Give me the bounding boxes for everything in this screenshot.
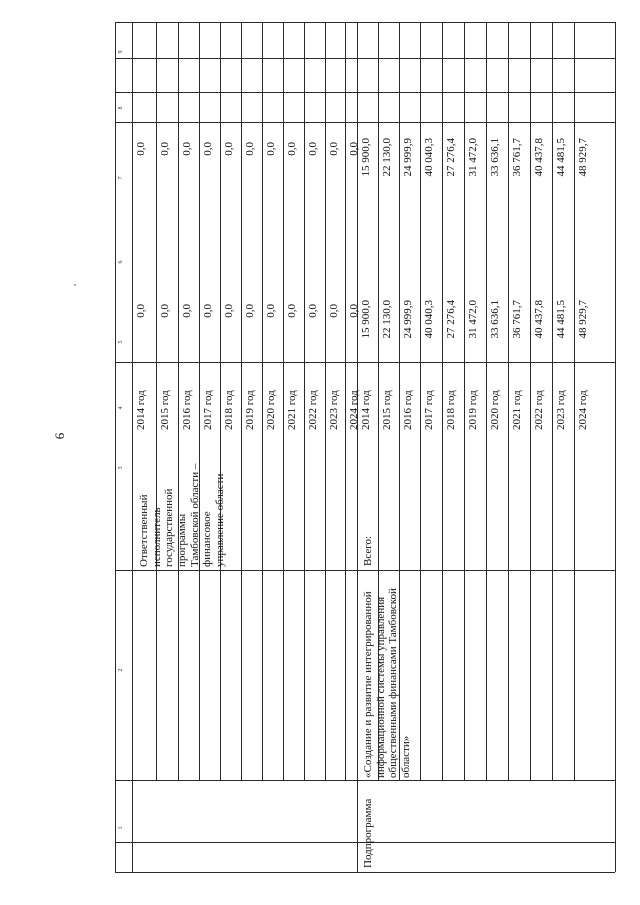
year-label: 2020 год: [265, 390, 277, 430]
column-number: 1: [118, 826, 124, 830]
year-label: 2017 год: [202, 390, 214, 430]
value-col5: 0,0: [348, 304, 360, 318]
value-col5: 27 276,4: [445, 300, 457, 339]
value-col7: 0,0: [135, 142, 147, 156]
value-col7: 0,0: [181, 142, 193, 156]
year-label: 2022 год: [307, 390, 319, 430]
value-col7: 0,0: [286, 142, 298, 156]
value-col5: 31 472,0: [467, 300, 479, 339]
value-col7: 0,0: [202, 142, 214, 156]
value-col7: 31 472,0: [467, 138, 479, 177]
value-col5: 15 900,0: [360, 300, 372, 339]
header-strip-line: [132, 22, 133, 872]
year-label: 2015 год: [381, 390, 393, 430]
value-col5: 24 999,9: [402, 300, 414, 339]
column-number: 3: [118, 466, 124, 470]
year-label: 2021 год: [511, 390, 523, 430]
value-col7: 0,0: [244, 142, 256, 156]
row-divider: [442, 22, 443, 780]
row-divider: [345, 22, 346, 780]
year-label: 2018 год: [445, 390, 457, 430]
column-divider: [115, 362, 615, 363]
value-col5: 36 761,7: [511, 300, 523, 339]
subprogram-name: «Создание и развитие интегрированной информационной системы управления общественными финансами Тамбовской области»: [362, 588, 412, 778]
row-divider: [486, 22, 487, 780]
value-col7: 15 900,0: [360, 138, 372, 177]
year-label: 2021 год: [286, 390, 298, 430]
column-divider: [115, 58, 615, 59]
year-label: 2019 год: [244, 390, 256, 430]
year-label: 2014 год: [360, 390, 372, 430]
table-border-bottom: [615, 22, 616, 872]
row-divider: [574, 22, 575, 780]
year-label: 2015 год: [159, 390, 171, 430]
year-label: 2022 год: [533, 390, 545, 430]
value-col5: 0,0: [181, 304, 193, 318]
year-label: 2016 год: [402, 390, 414, 430]
row-divider: [156, 22, 157, 780]
year-label: 2023 год: [328, 390, 340, 430]
year-label: 2023 год: [555, 390, 567, 430]
value-col5: 0,0: [328, 304, 340, 318]
row-divider: [464, 22, 465, 780]
column-divider: [115, 780, 615, 781]
column-divider: [115, 122, 615, 123]
value-col5: 0,0: [286, 304, 298, 318]
column-number: 7: [118, 176, 124, 180]
value-col7: 36 761,7: [511, 138, 523, 177]
year-label: 2020 год: [489, 390, 501, 430]
column-number: 9: [118, 50, 124, 54]
column-number: 2: [118, 668, 124, 672]
year-label: 2017 год: [423, 390, 435, 430]
year-label: 2024 год: [577, 390, 589, 430]
value-col7: 24 999,9: [402, 138, 414, 177]
row-divider: [262, 22, 263, 780]
value-col7: 0,0: [159, 142, 171, 156]
value-col5: 48 929,7: [577, 300, 589, 339]
row-divider: [199, 22, 200, 780]
row-divider: [552, 22, 553, 780]
year-label: 2024 год: [348, 390, 360, 430]
subprogram-label: Подпрограмма: [362, 798, 374, 868]
value-col5: 44 481,5: [555, 300, 567, 339]
value-col7: 22 130,0: [381, 138, 393, 177]
value-col5: 22 130,0: [381, 300, 393, 339]
row-divider: [283, 22, 284, 780]
executor-text: Ответственный исполнитель государственной программы Тамбовской области – финансовое управление области: [138, 463, 226, 567]
value-col7: 44 481,5: [555, 138, 567, 177]
column-number: 6: [118, 260, 124, 264]
value-col5: 40 437,8: [533, 300, 545, 339]
value-col7: 27 276,4: [445, 138, 457, 177]
value-col7: 48 929,7: [577, 138, 589, 177]
row-divider: [178, 22, 179, 780]
value-col5: 0,0: [244, 304, 256, 318]
total-label: Всего:: [362, 535, 374, 566]
row-divider: [241, 22, 242, 780]
row-divider: [304, 22, 305, 780]
value-col5: 0,0: [159, 304, 171, 318]
year-label: 2018 год: [223, 390, 235, 430]
value-col7: 0,0: [223, 142, 235, 156]
row-divider: [220, 22, 221, 780]
row-divider: [420, 22, 421, 780]
value-col7: 40 437,8: [533, 138, 545, 177]
value-col5: 0,0: [202, 304, 214, 318]
value-col5: 40 040,3: [423, 300, 435, 339]
year-label: 2014 год: [135, 390, 147, 430]
year-label: 2019 год: [467, 390, 479, 430]
column-number: 5: [118, 340, 124, 344]
table-border-top: [115, 22, 116, 872]
row-divider: [325, 22, 326, 780]
row-divider: [508, 22, 509, 780]
value-col5: 0,0: [223, 304, 235, 318]
value-col7: 0,0: [307, 142, 319, 156]
value-col7: 40 040,3: [423, 138, 435, 177]
value-col5: 33 636,1: [489, 300, 501, 339]
column-divider: [115, 92, 615, 93]
value-col5: 0,0: [265, 304, 277, 318]
table-border-right-edge: [115, 22, 615, 23]
value-col5: 0,0: [135, 304, 147, 318]
value-col7: 0,0: [348, 142, 360, 156]
year-label: 2016 год: [181, 390, 193, 430]
value-col5: 0,0: [307, 304, 319, 318]
value-col7: 0,0: [265, 142, 277, 156]
table-border-left-edge: [115, 872, 615, 873]
column-number: 8: [118, 106, 124, 110]
value-col7: 33 636,1: [489, 138, 501, 177]
column-number: 4: [118, 406, 124, 410]
value-col7: 0,0: [328, 142, 340, 156]
page-number: 6: [52, 432, 67, 440]
row-divider: [530, 22, 531, 780]
